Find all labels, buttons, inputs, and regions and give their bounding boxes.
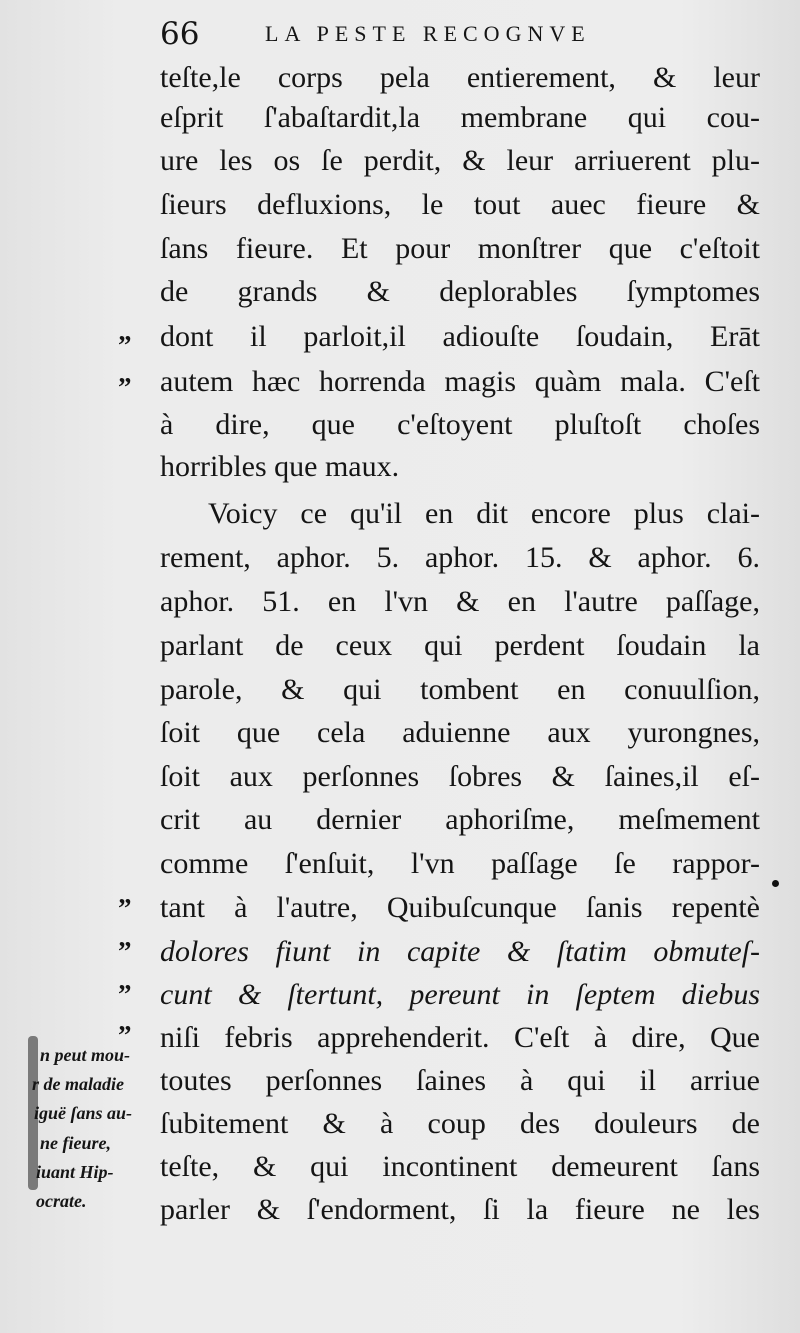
- text-line: eſprit ſ'abaſtardit,la membrane qui cou-: [160, 101, 760, 134]
- text-line: parlant de ceux qui perdent ſoudain la: [160, 629, 760, 662]
- text-line: teſte, & qui incontinent demeurent ſans: [160, 1150, 760, 1183]
- text-line: Voicy ce qu'il en dit encore plus clai-: [208, 497, 760, 530]
- text-line-latin: cunt & ſtertunt, pereunt in ſeptem diebus: [160, 978, 760, 1011]
- text-line: rement, aphor. 5. aphor. 15. & aphor. 6.: [160, 541, 760, 574]
- text-line-latin: dolores fiunt in capite & ſtatim obmuteſ-: [160, 935, 760, 968]
- text-line: ſoit aux perſonnes ſobres & ſaines,il eſ-: [160, 760, 760, 793]
- text-line: niſi febris apprehenderit. C'eſt à dire, Que: [160, 1021, 760, 1054]
- margin-note-line: ocrate.: [36, 1191, 87, 1211]
- text-line: à dire, que c'eſtoyent pluſtoſt choſes: [160, 408, 760, 441]
- text-line: parler & ſ'endorment, ſi la fieure ne les: [160, 1193, 760, 1226]
- text-line: horribles que maux.: [160, 450, 400, 483]
- text-line: ſoit que cela aduienne aux yurongnes,: [160, 716, 760, 749]
- text-line: crit au dernier aphoriſme, meſmement: [160, 803, 760, 836]
- text-line: parole, & qui tombent en conuulſion,: [160, 673, 760, 706]
- margin-note-line: iuant Hip-: [36, 1162, 114, 1182]
- quote-mark: ”: [118, 1020, 132, 1050]
- text-line: comme ſ'enſuit, l'vn paſſage ſe rappor-: [160, 847, 760, 880]
- running-head: [160, 12, 760, 52]
- running-title: LA PESTE RECOGNVE: [265, 21, 591, 46]
- quote-mark: ”: [118, 372, 132, 402]
- text-line: ure les os ſe perdit, & leur arriuerent plu-: [160, 144, 760, 177]
- text-line: de grands & deplorables ſymptomes: [160, 275, 760, 308]
- margin-note-line: ne fieure,: [40, 1133, 111, 1153]
- margin-note-line: n peut mou-: [40, 1045, 131, 1065]
- text-line: ſieurs defluxions, le tout auec fieure &: [160, 188, 760, 221]
- text-line-latin: autem hæc horrenda magis quàm mala. C'eſt: [160, 365, 760, 398]
- text-line: toutes perſonnes ſaines à qui il arriue: [160, 1064, 760, 1097]
- quote-mark: ”: [118, 936, 132, 966]
- margin-note-line: r de maladie: [32, 1074, 124, 1094]
- quote-mark: ”: [118, 979, 132, 1009]
- text-line: teſte,le corps pela entierement, & leur: [160, 61, 760, 94]
- quote-mark: ”: [118, 893, 132, 923]
- page-number: 66: [160, 16, 200, 52]
- text-line: tant à l'autre, Quibuſcunque ſanis repentè: [160, 891, 760, 924]
- quote-mark: ”: [118, 330, 132, 360]
- margin-note-line: iguë ſans au-: [34, 1103, 133, 1123]
- ink-speck: [772, 880, 779, 887]
- text-line: ſans fieure. Et pour monſtrer que c'eſtoit: [160, 232, 760, 265]
- text-line: aphor. 51. en l'vn & en l'autre paſſage,: [160, 585, 760, 618]
- text-line: dont il parloit,il adiouſte ſoudain, Erāt: [160, 320, 760, 353]
- text-line: ſubitement & à coup des douleurs de: [160, 1107, 760, 1140]
